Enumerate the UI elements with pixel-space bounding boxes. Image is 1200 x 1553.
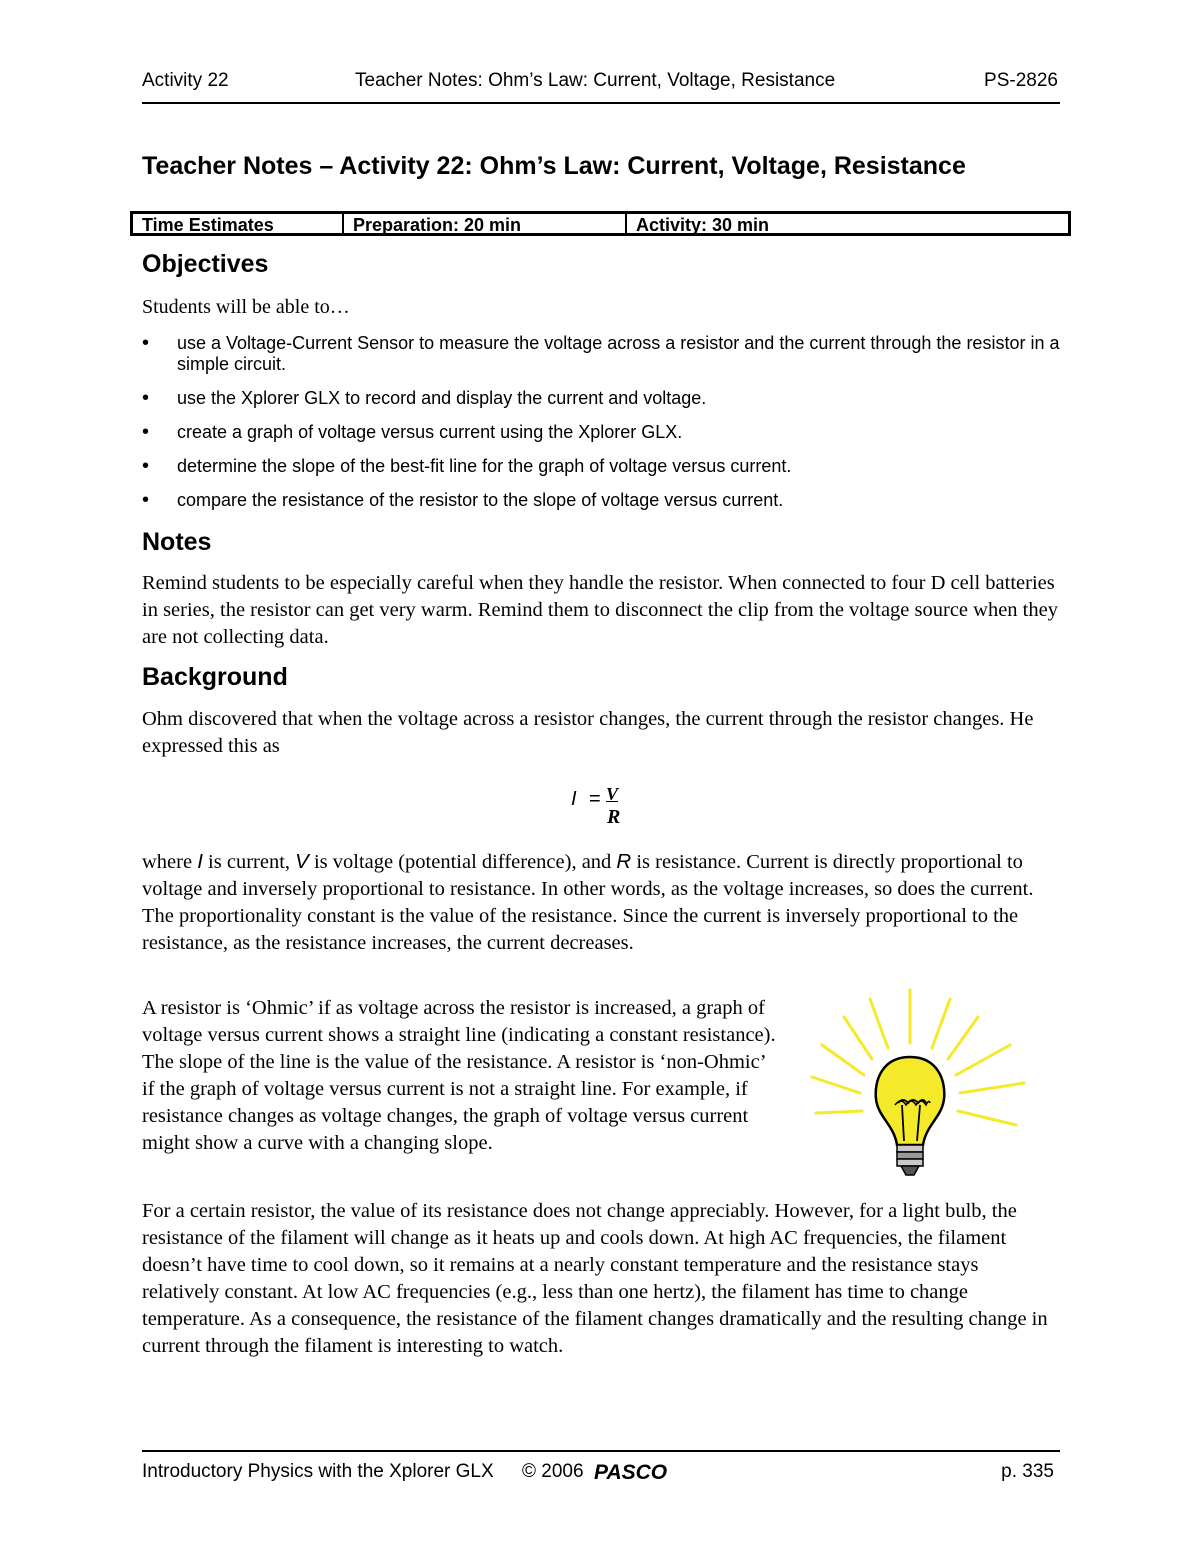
ohms-law-formula bbox=[571, 786, 641, 836]
para2-text-1: where bbox=[142, 851, 198, 873]
list-item: • use a Voltage-Current Sensor to measure the voltage across a resistor and the current through the resistor in a simple circuit. bbox=[142, 333, 1062, 375]
background-paragraph-1: Ohm discovered that when the voltage across a resistor changes, the current through the resistor changes. He expressed this as bbox=[142, 708, 1034, 757]
header-product-code: PS-2826 bbox=[984, 70, 1058, 91]
para2-current-symbol: I bbox=[197, 850, 203, 873]
footer-brand-logo: PASCO bbox=[594, 1461, 668, 1484]
objectives-heading: Objectives bbox=[142, 250, 269, 278]
header-activity-label: Activity 22 bbox=[142, 70, 229, 91]
preparation-time: Preparation: 20 min bbox=[344, 214, 627, 233]
footer-copyright: © 2006 bbox=[522, 1461, 584, 1482]
time-estimates-label: Time Estimates bbox=[133, 214, 344, 233]
notes-paragraph: Remind students to be especially careful when they handle the resistor. When connected to four D cell batteries in series, the resistor can get very warm. Remind them to disconnect the clip from the voltage source when they are not collecting data. bbox=[142, 572, 1058, 648]
objectives-intro: Students will be able to… bbox=[142, 296, 350, 318]
para2-text-4: is resistance. Current is directly proportional to voltage and inversely proportional to resistance. In other words, as the voltage increases, so does the current. The proportionality constant is the value of the resistance. Since the current is inversely proportional to the resistance, as the resistance increases, the current decreases. bbox=[142, 851, 1034, 954]
time-estimates-table bbox=[130, 211, 1071, 236]
footer-page-number: p. 335 bbox=[1001, 1461, 1054, 1482]
header-document-title: Teacher Notes: Ohm’s Law: Current, Voltage, Resistance bbox=[355, 70, 836, 91]
para2-text-2: is current, bbox=[202, 851, 296, 873]
formula-current-symbol: I bbox=[571, 788, 577, 810]
bulb-base bbox=[897, 1145, 923, 1175]
para2-resistance-symbol: R bbox=[616, 850, 632, 873]
background-paragraph-4: For a certain resistor, the value of its resistance does not change appreciably. However, for a light bulb, the resistance of the filament will change as it heats up and cools down. At high AC frequencies, the filament doesn’t have time to cool down, so it remains at a nearly constant temperature and the resistance stays relatively constant. At low AC frequencies (e.g., less than one hertz), the filament has time to change temperature. As a consequence, the resistance of the filament changes dramatically and the resulting change in current through the filament is interesting to watch. bbox=[142, 1200, 1048, 1357]
page-title: Teacher Notes – Activity 22: Ohm’s Law: Current, Voltage, Resistance bbox=[142, 152, 966, 180]
list-item: • compare the resistance of the resistor to the slope of voltage versus current. bbox=[142, 490, 1062, 511]
formula-numerator: V bbox=[606, 784, 619, 804]
page-footer bbox=[142, 1450, 1060, 1484]
notes-heading: Notes bbox=[142, 528, 212, 556]
para2-text-3: is voltage (potential difference), and bbox=[308, 851, 617, 873]
formula-denominator: R bbox=[607, 806, 621, 828]
footer-book-title: Introductory Physics with the Xplorer GLX bbox=[142, 1461, 494, 1482]
list-item: • create a graph of voltage versus current using the Xplorer GLX. bbox=[142, 422, 1062, 443]
list-item: • determine the slope of the best-fit line for the graph of voltage versus current. bbox=[142, 456, 1062, 477]
formula-equals-sign: = bbox=[589, 788, 601, 810]
background-paragraph-3: A resistor is ‘Ohmic’ if as voltage across the resistor is increased, a graph of voltage versus current shows a straight line (indicating a constant resistance). The slope of the line is the value of the resistance. A resistor is ‘non-Ohmic’ if the graph of voltage versus current is not a straight line. For example, if resistance changes as voltage changes, the graph of voltage versus current might show a curve with a changing slope. bbox=[142, 997, 776, 1154]
para2-voltage-symbol: V bbox=[295, 850, 309, 873]
activity-time: Activity: 30 min bbox=[636, 215, 770, 235]
light-bulb-icon bbox=[810, 985, 1040, 1185]
background-paragraph-2 bbox=[142, 848, 1060, 957]
running-header bbox=[142, 70, 1060, 104]
list-item: • use the Xplorer GLX to record and display the current and voltage. bbox=[142, 388, 1062, 409]
background-heading: Background bbox=[142, 663, 288, 691]
objectives-list bbox=[142, 333, 1062, 524]
